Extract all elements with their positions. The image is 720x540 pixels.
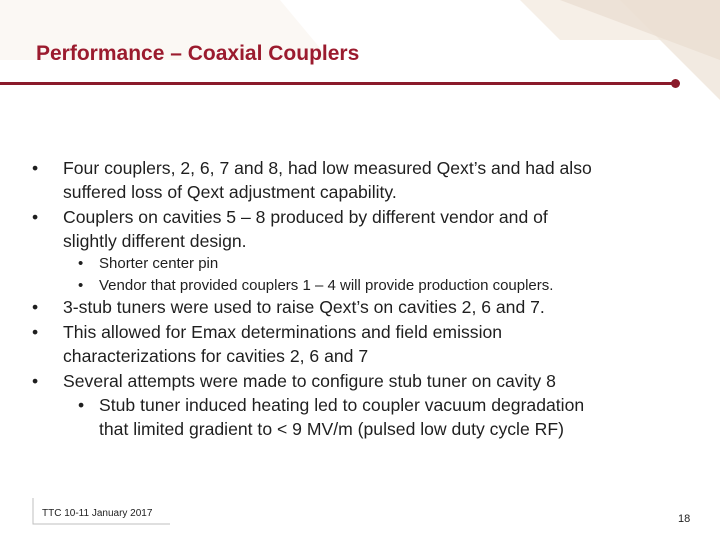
title-rule-dot [671,79,680,88]
bullet-marker: • [32,322,39,342]
bullet-marker: • [32,207,39,227]
page-number: 18 [678,513,691,525]
slide-title: Performance – Coaxial Couplers [36,42,360,65]
bullet-5-line-1: Several attempts were made to configure stub tuner on cavity 8 [63,371,556,391]
bullet-2-line-2: slightly different design. [63,231,247,251]
bullet-marker: • [32,297,39,317]
bullet-2-line-1: Couplers on cavities 5 – 8 produced by different vendor and of [63,207,548,227]
bullet-1-line-2: suffered loss of Qext adjustment capability. [63,182,397,202]
sub-bullet-marker: • [78,277,84,294]
bullet-3-line-1: 3-stub tuners were used to raise Qext’s on cavities 2, 6 and 7. [63,297,545,317]
sub-bullet-2: Vendor that provided couplers 1 – 4 will provide production couplers. [99,277,554,294]
sub-bullet-1: Shorter center pin [99,255,219,272]
bullet-marker: • [32,158,39,178]
bullet-1-line-1: Four couplers, 2, 6, 7 and 8, had low measured Qext’s and had also [63,158,592,178]
bullet-marker: • [32,371,39,391]
bullet-4-line-2: characterizations for cavities 2, 6 and 7 [63,346,369,366]
sub-bullet-3-line-1: Stub tuner induced heating led to coupler vacuum degradation [99,395,585,415]
sub-bullet-marker: • [78,395,85,415]
bullet-4-line-1: This allowed for Emax determinations and field emission [63,322,503,342]
title-rule [0,82,674,85]
sub-bullet-3-line-2: that limited gradient to < 9 MV/m (pulsed low duty cycle RF) [99,419,564,439]
footer-text: TTC 10-11 January 2017 [42,508,153,519]
sub-bullet-marker: • [78,255,84,272]
